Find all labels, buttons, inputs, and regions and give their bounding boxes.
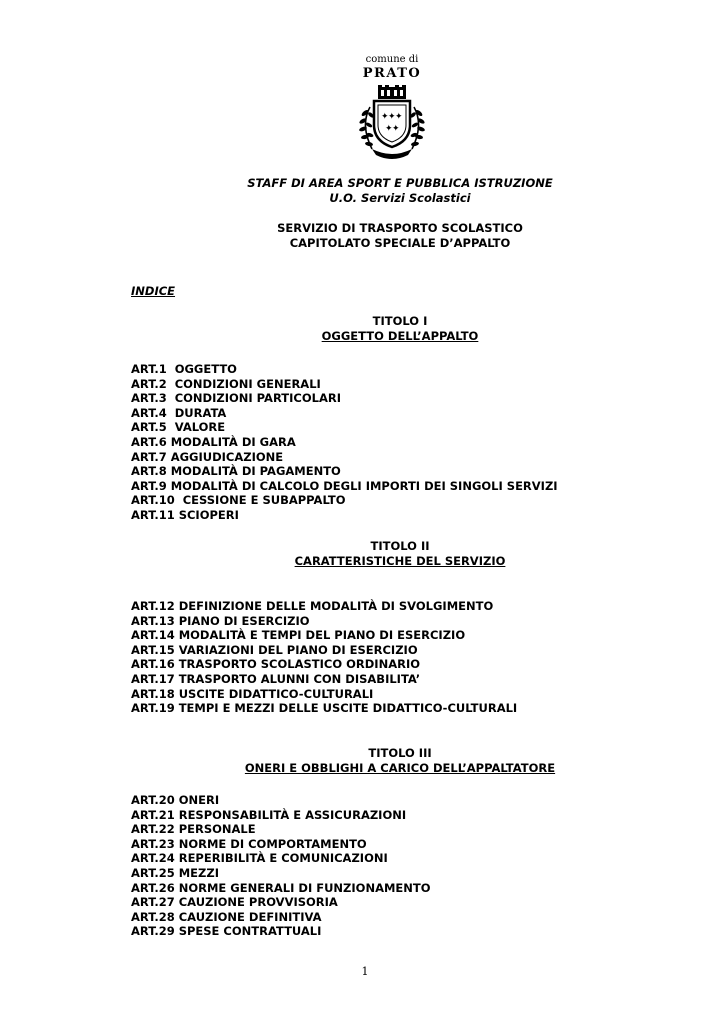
article-item: ART.29 SPESE CONTRATTUALI bbox=[131, 924, 322, 939]
article-item: ART.5 VALORE bbox=[131, 420, 226, 435]
article-item: ART.2 CONDIZIONI GENERALI bbox=[131, 376, 321, 391]
article-item: ART.17 TRASPORTO ALUNNI CON DISABILITA’ bbox=[131, 671, 421, 686]
article-list bbox=[131, 599, 517, 716]
section-title: TITOLO III bbox=[368, 746, 432, 760]
article-item: ART.7 AGGIUDICAZIONE bbox=[131, 449, 284, 464]
index-label: INDICE bbox=[131, 284, 176, 298]
article-item: ART.15 VARIAZIONI DEL PIANO DI ESERCIZIO bbox=[131, 642, 418, 657]
article-item: ART.12 DEFINIZIONE DELLE MODALITÀ DI SVOLGIMENTO bbox=[131, 599, 494, 613]
article-item: ART.3 CONDIZIONI PARTICOLARI bbox=[131, 391, 341, 406]
svg-text:✦: ✦ bbox=[385, 124, 393, 134]
article-item: ART.8 MODALITÀ DI PAGAMENTO bbox=[131, 464, 341, 479]
article-item: ART.1 OGGETTO bbox=[131, 362, 237, 376]
article-item: ART.16 TRASPORTO SCOLASTICO ORDINARIO bbox=[131, 657, 421, 672]
coat-of-arms-icon bbox=[350, 85, 434, 165]
page-number: 1 bbox=[361, 965, 369, 978]
svg-text:✦: ✦ bbox=[388, 112, 396, 122]
service-heading: SERVIZIO DI TRASPORTO SCOLASTICO bbox=[277, 221, 523, 235]
office-heading: STAFF DI AREA SPORT E PUBBLICA ISTRUZIONE bbox=[247, 176, 553, 190]
unit-heading: U.O. Servizi Scolastici bbox=[329, 191, 471, 205]
article-list bbox=[131, 793, 431, 939]
article-list bbox=[131, 362, 558, 523]
comune-logo bbox=[340, 54, 444, 165]
article-item: ART.14 MODALITÀ E TEMPI DEL PIANO DI ESERCIZIO bbox=[131, 628, 466, 643]
article-item: ART.18 USCITE DIDATTICO-CULTURALI bbox=[131, 686, 374, 701]
section-title: TITOLO II bbox=[370, 539, 430, 553]
svg-text:✦: ✦ bbox=[392, 124, 400, 134]
article-item: ART.22 PERSONALE bbox=[131, 822, 256, 837]
article-item: ART.4 DURATA bbox=[131, 405, 227, 420]
logo-line1: comune di bbox=[365, 54, 419, 65]
section-subtitle: CARATTERISTICHE DEL SERVIZIO bbox=[294, 554, 506, 568]
section-title: TITOLO I bbox=[372, 314, 428, 328]
svg-text:✦: ✦ bbox=[381, 112, 389, 122]
article-item: ART.25 MEZZI bbox=[131, 865, 219, 880]
article-item: ART.20 ONERI bbox=[131, 793, 220, 807]
article-item: ART.26 NORME GENERALI DI FUNZIONAMENTO bbox=[131, 880, 431, 895]
section-subtitle: OGGETTO DELL’APPALTO bbox=[321, 329, 479, 343]
article-item: ART.24 REPERIBILITÀ E COMUNICAZIONI bbox=[131, 851, 388, 866]
article-item: ART.6 MODALITÀ DI GARA bbox=[131, 434, 296, 449]
article-item: ART.13 PIANO DI ESERCIZIO bbox=[131, 613, 310, 628]
article-item: ART.19 TEMPI E MEZZI DELLE USCITE DIDATTICO-CULTURALI bbox=[131, 701, 518, 716]
document-title: CAPITOLATO SPECIALE D’APPALTO bbox=[289, 236, 511, 250]
svg-text:✦: ✦ bbox=[395, 112, 403, 122]
section-subtitle: ONERI E OBBLIGHI A CARICO DELL’APPALTATORE bbox=[244, 761, 556, 775]
logo-line2: PRATO bbox=[362, 66, 422, 81]
article-item: ART.21 RESPONSABILITÀ E ASSICURAZIONI bbox=[131, 807, 407, 822]
article-item: ART.10 CESSIONE E SUBAPPALTO bbox=[131, 493, 346, 508]
article-item: ART.23 NORME DI COMPORTAMENTO bbox=[131, 836, 367, 851]
article-item: ART.9 MODALITÀ DI CALCOLO DEGLI IMPORTI DEI SINGOLI SERVIZI bbox=[131, 478, 558, 493]
article-item: ART.28 CAUZIONE DEFINITIVA bbox=[131, 909, 322, 924]
article-item: ART.27 CAUZIONE PROVVISORIA bbox=[131, 895, 338, 910]
article-item: ART.11 SCIOPERI bbox=[131, 507, 239, 522]
